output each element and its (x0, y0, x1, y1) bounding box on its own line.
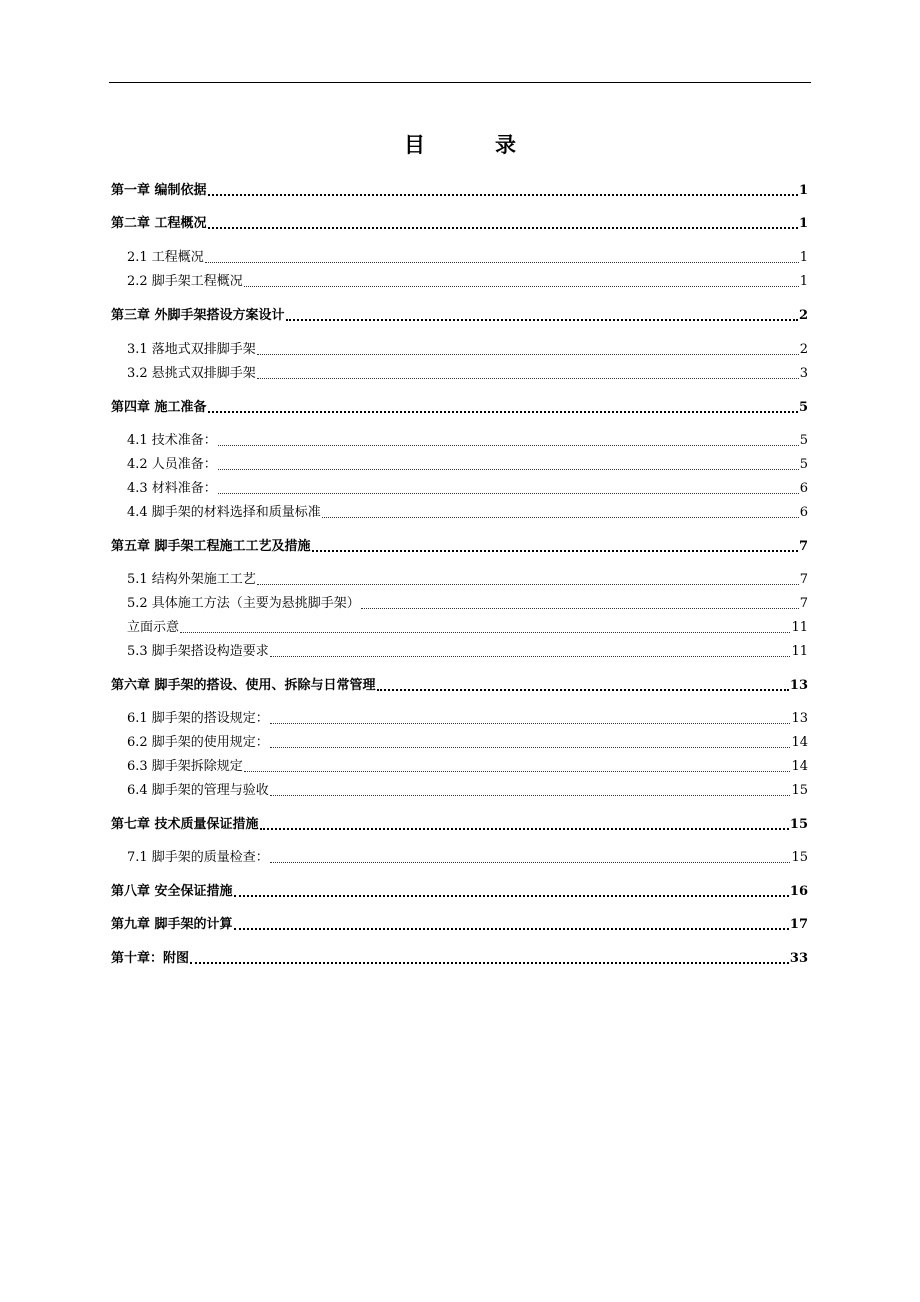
toc-entry-label: 6.2 脚手架的使用规定： (127, 735, 269, 750)
toc-page-number: 13 (791, 711, 808, 726)
toc-entry-label: 第七章 技术质量保证措施 (111, 817, 259, 832)
toc-entry-label: 5.1 结构外架施工工艺 (127, 572, 256, 587)
toc-chapter-entry[interactable] (111, 814, 808, 834)
toc-chapter-entry[interactable] (111, 213, 808, 233)
toc-page-number: 5 (799, 457, 808, 472)
toc-dot-leader (257, 378, 799, 379)
toc-page-number: 13 (789, 678, 808, 693)
toc-chapter-entry[interactable] (111, 536, 808, 556)
toc-page-number: 17 (789, 917, 808, 932)
toc-entry-label: 4.4 脚手架的材料选择和质量标准 (127, 505, 321, 520)
toc-entry-label: 3.1 落地式双排脚手架 (127, 342, 256, 357)
toc-dot-leader (234, 895, 789, 897)
toc-chapter-entry[interactable] (111, 305, 808, 325)
toc-page-number: 1 (799, 274, 808, 289)
toc-dot-leader (286, 319, 798, 321)
toc-page-number: 16 (789, 884, 808, 899)
toc-entry-label: 7.1 脚手架的质量检查： (127, 850, 269, 865)
toc-entry-label: 5.3 脚手架搭设构造要求 (127, 644, 269, 659)
toc-dot-leader (270, 747, 791, 748)
toc-entry-label: 6.4 脚手架的管理与验收 (127, 783, 269, 798)
toc-chapter-entry[interactable] (111, 948, 808, 968)
toc-page-number: 15 (791, 783, 808, 798)
toc-section-entry[interactable] (111, 756, 808, 776)
toc-section-entry[interactable] (111, 271, 808, 291)
toc-entry-label: 6.3 脚手架拆除规定 (127, 759, 243, 774)
toc-page-number: 1 (798, 216, 808, 231)
toc-page-number: 1 (799, 250, 808, 265)
toc-page-number: 2 (798, 308, 808, 323)
toc-page-number: 5 (799, 433, 808, 448)
toc-section-entry[interactable] (111, 363, 808, 383)
toc-dot-leader (218, 445, 799, 446)
toc-dot-leader (377, 689, 789, 691)
toc-dot-leader (270, 862, 791, 863)
toc-entry-label: 4.1 技术准备： (127, 433, 217, 448)
toc-page-number: 15 (791, 850, 808, 865)
toc-section-entry[interactable] (111, 569, 808, 589)
toc-dot-leader (312, 550, 798, 552)
toc-chapter-entry[interactable] (111, 914, 808, 934)
toc-page-number: 33 (789, 951, 808, 966)
toc-section-entry[interactable] (111, 478, 808, 498)
toc-dot-leader (180, 632, 790, 633)
toc-section-entry[interactable] (111, 708, 808, 728)
toc-section-entry[interactable] (111, 593, 808, 613)
toc-entry-label: 2.1 工程概况 (127, 250, 204, 265)
toc-page-number: 7 (799, 596, 808, 611)
toc-page-number: 5 (798, 400, 808, 415)
toc-title (0, 130, 920, 160)
toc-title-right: 录 (495, 132, 516, 157)
toc-dot-leader (244, 771, 791, 772)
toc-section-entry[interactable] (111, 847, 808, 867)
toc-dot-leader (260, 828, 789, 830)
toc-page-number: 6 (799, 505, 808, 520)
toc-entry-label: 第八章 安全保证措施 (111, 884, 233, 899)
toc-dot-leader (234, 928, 789, 930)
toc-entry-label: 5.2 具体施工方法（主要为悬挑脚手架） (127, 596, 360, 611)
toc-entry-label: 第四章 施工准备 (111, 400, 207, 415)
toc-page-number: 14 (791, 735, 808, 750)
toc-dot-leader (190, 962, 789, 964)
toc-dot-leader (361, 608, 799, 609)
toc-entry-label: 第三章 外脚手架搭设方案设计 (111, 308, 285, 323)
toc-chapter-entry[interactable] (111, 881, 808, 901)
toc-entry-label: 4.3 材料准备： (127, 481, 217, 496)
toc-page-number: 11 (791, 644, 808, 659)
toc-entry-label: 第十章：附图 (111, 951, 190, 966)
toc-section-entry[interactable] (111, 780, 808, 800)
toc-dot-leader (205, 262, 799, 263)
toc-section-entry[interactable] (111, 339, 808, 359)
toc-page-number: 15 (789, 817, 808, 832)
header-rule (109, 82, 811, 83)
toc-entry-label: 6.1 脚手架的搭设规定： (127, 711, 269, 726)
toc-entry-label: 第六章 脚手架的搭设、使用、拆除与日常管理 (111, 678, 376, 693)
toc-page-number: 6 (799, 481, 808, 496)
toc-chapter-entry[interactable] (111, 675, 808, 695)
toc-entry-label: 立面示意 (127, 620, 180, 635)
toc-entry-label: 第九章 脚手架的计算 (111, 917, 233, 932)
toc-section-entry[interactable] (111, 641, 808, 661)
toc-page-number: 7 (799, 572, 808, 587)
toc-chapter-entry[interactable] (111, 180, 808, 200)
toc-page-number: 1 (798, 183, 808, 198)
toc-section-entry[interactable] (111, 502, 808, 522)
toc-dot-leader (257, 584, 799, 585)
toc-entry-label: 4.2 人员准备： (127, 457, 217, 472)
toc-section-entry[interactable] (111, 617, 808, 637)
toc-dot-leader (270, 723, 791, 724)
toc-dot-leader (257, 354, 799, 355)
toc-section-entry[interactable] (111, 732, 808, 752)
toc-chapter-entry[interactable] (111, 397, 808, 417)
toc-page-number: 2 (799, 342, 808, 357)
toc-page-number: 3 (799, 366, 808, 381)
toc-dot-leader (218, 493, 799, 494)
toc-entry-label: 第五章 脚手架工程施工工艺及措施 (111, 539, 311, 554)
toc-entry-label: 3.2 悬挑式双排脚手架 (127, 366, 256, 381)
toc-dot-leader (244, 286, 799, 287)
toc-page-number: 7 (798, 539, 808, 554)
toc-dot-leader (208, 411, 798, 413)
toc-entry-label: 2.2 脚手架工程概况 (127, 274, 243, 289)
toc-section-entry[interactable] (111, 454, 808, 474)
toc-dot-leader (270, 795, 791, 796)
toc-entry-label: 第一章 编制依据 (111, 183, 207, 198)
toc-page-number: 14 (791, 759, 808, 774)
toc-title-left: 目 (404, 132, 425, 157)
toc-dot-leader (208, 194, 798, 196)
toc-section-entry[interactable] (111, 430, 808, 450)
toc-dot-leader (322, 517, 799, 518)
toc-dot-leader (218, 469, 799, 470)
toc-entry-label: 第二章 工程概况 (111, 216, 207, 231)
toc-page-number: 11 (791, 620, 808, 635)
toc-dot-leader (270, 656, 791, 657)
toc-dot-leader (208, 227, 798, 229)
toc-section-entry[interactable] (111, 247, 808, 267)
